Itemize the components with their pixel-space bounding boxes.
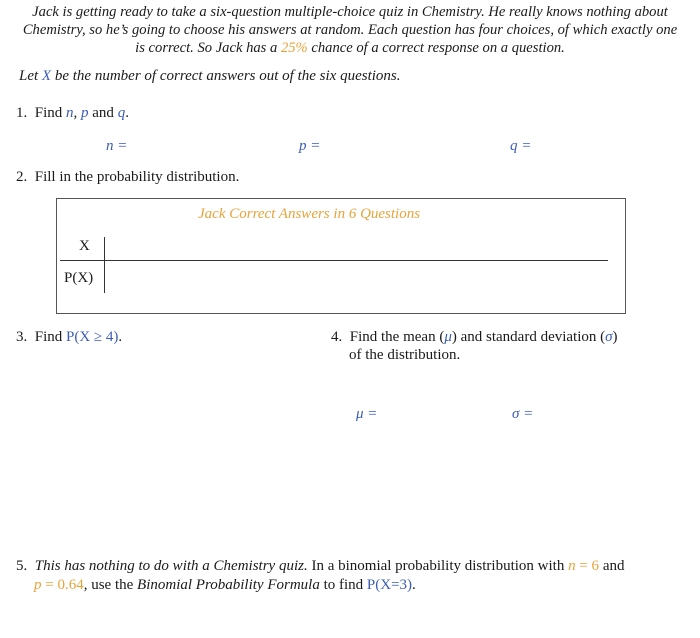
- q5-text-d: .: [412, 577, 416, 593]
- q4-text-a: Find the mean (: [349, 329, 445, 345]
- q1-prompt: [16, 105, 129, 122]
- q5-expression: P(X=3): [366, 577, 413, 593]
- q3-prompt: [16, 329, 122, 346]
- intro-text-b: chance of a correct response on a question.: [307, 40, 565, 56]
- q5-and: and: [599, 558, 625, 574]
- q4-mu: μ: [444, 329, 452, 345]
- q4-prompt-line-2: of the distribution.: [349, 347, 461, 363]
- q5-prompt-line-1: [16, 558, 624, 575]
- q4-sigma-equals: σ =: [512, 406, 534, 422]
- q1-number: 1.: [16, 105, 28, 121]
- q1-p-equals: p =: [299, 138, 321, 154]
- q4-text-c: ): [612, 329, 618, 345]
- q1-n: n: [66, 105, 74, 121]
- q2-prompt: [16, 169, 239, 186]
- intro-line-3: [0, 40, 700, 57]
- q1-q: q: [117, 105, 126, 121]
- let-prefix: Let: [19, 68, 42, 84]
- q4-sigma: σ: [605, 329, 613, 345]
- q5-italic-a: This has nothing to do with a Chemistry quiz.: [34, 558, 308, 574]
- q1-q-equals: q =: [510, 138, 532, 154]
- q4-mu-equals: μ =: [356, 406, 378, 422]
- q5-p-value: = 0.64: [41, 577, 84, 593]
- table-row-px-label: P(X): [64, 270, 94, 286]
- q5-text-c: to find: [319, 577, 367, 593]
- q2-number: 2.: [16, 169, 28, 185]
- let-var: X: [41, 68, 52, 84]
- table-divider-horizontal: [60, 260, 608, 261]
- intro-line-1: Jack is getting ready to take a six-question multiple-choice quiz in Chemistry. He really knows nothing about: [32, 4, 668, 20]
- let-suffix: be the number of correct answers out of the six questions.: [51, 68, 401, 84]
- q3-expression: P(X ≥ 4): [66, 329, 119, 345]
- table-divider-vertical: [104, 237, 105, 293]
- q1-p: p: [81, 105, 89, 121]
- q3-number: 3.: [16, 329, 28, 345]
- q4-prompt-line-1: [331, 329, 618, 346]
- q5-number: 5.: [16, 558, 28, 574]
- q3-text: Find: [34, 329, 67, 345]
- let-line: [19, 68, 401, 85]
- q5-n: n: [568, 558, 576, 574]
- table-title: Jack Correct Answers in 6 Questions: [198, 206, 421, 222]
- q5-text-a: In a binomial probability distribution with: [307, 558, 569, 574]
- q4-number: 4.: [331, 329, 343, 345]
- q4-text-b: ) and standard deviation (: [451, 329, 606, 345]
- q2-text: Fill in the probability distribution.: [34, 169, 240, 185]
- distribution-table: [56, 198, 626, 314]
- q1-comma: ,: [73, 105, 82, 121]
- q3-period: .: [118, 329, 123, 345]
- intro-text-a: is correct. So Jack has a: [135, 40, 281, 56]
- table-row-x-label: X: [79, 238, 90, 254]
- q1-period: .: [125, 105, 129, 121]
- intro-line-2: Chemistry, so he’s going to choose his answers at random. Each question has four choices, of which exactly one: [22, 22, 678, 38]
- q1-text: Find: [34, 105, 67, 121]
- q1-and: and: [88, 105, 118, 121]
- q5-p: p: [34, 577, 42, 593]
- q5-text-b: , use the: [83, 577, 138, 593]
- q1-n-equals: n =: [106, 138, 128, 154]
- intro-percent: 25%: [280, 40, 308, 56]
- q5-italic-b: Binomial Probability Formula: [137, 577, 320, 593]
- q5-prompt-line-2: [34, 577, 416, 594]
- q5-n-value: = 6: [575, 558, 600, 574]
